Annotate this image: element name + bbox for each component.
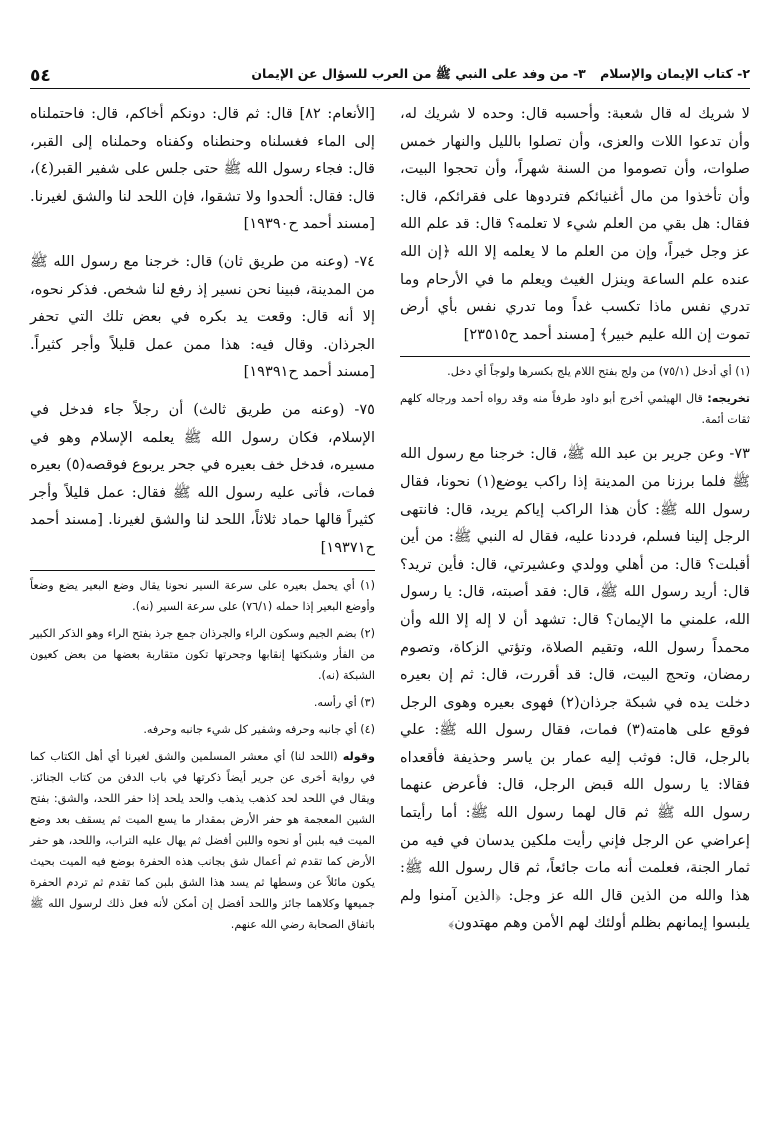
hadith-72-continuation: لا شريك له قال شعبة: وأحسبه قال: وحده لا شريك له، وأن تدعوا اللات والعزى، وأن تصلوا بالليل والنهار خمس صلوات، وأن تصوموا من السنة شهراً، وأن تحجوا البيت، وأن تأخذوا من مال أغنيائكم فتردوها على فقرائكم، قال: فقال: هل بقي من العلم شيء لا تعلمه؟ قال: قد علم الله عز وجل خيراً، وإن من العلم ما لا يعلمه إلا الله ﴿إن الله عنده علم الساعة وينزل الغيث ويعلم ما في الأرحام وما تدري نفس ماذا تكسب غداً وما تدري نفس بأي أرض تموت إن الله عليم خبير﴾ [مسند أحمد ح٢٣٥١٥] (400, 105, 750, 343)
running-titles (241, 66, 750, 88)
footnote-1-left: (١) أي يحمل بعيره على سرعة السير نحونا يقال وضع البعير يضع وضعاً وأوضع البعير إذا حمله (٧٦/١) على سرعة السير (نه). (30, 578, 375, 613)
commentary-text: (اللحد لنا) أي معشر المسلمين والشق لغيرنا أي أهل الكتاب كما في رواية أخرى عن جرير أيضاً ذكرتها في باب الدفن من كتاب الجنائز. ويقال في اللحد لحد كذهب يذهب والحد يلحد إذا حفر اللحد، والشق: بفتح الشين المعجمة هو حفر الأرض بمقدار ما يسع الميت ثم يسقف بعد وضع الميت فيه بلبن أو نحوه واللبن أفضل ثم يهال عليه التراب، واللحد، هو حفر الأرض كما تقدم ثم أعمال شق بجانب هذه الحفرة بوضع فيه الميت بحيث يكون مائلاً عن وسطها ثم يسد هذا الشق بلبن كما تقدم ثم تردم الحفرة جميعها وكلاهما جائز واللحد أفضل إن أمكن لأنه فعل ذلك لرسول الله ﷺ باتفاق الصحابة رضي الله عنهم. (30, 749, 375, 931)
footnote-1-right: (١) أي أدخل (٧٥/١) من ولج بفتح اللام يلج بكسرها ولوجاً أي دخل. (447, 365, 750, 379)
takhrij-text: قال الهيثمي أخرج أبو داود طرفاً منه وقد رواه أحمد ورجاله كلهم ثقات أئمة. (400, 392, 750, 427)
right-column (400, 100, 750, 947)
commentary (30, 746, 375, 935)
page-number: ٥٤ (30, 66, 51, 86)
footnote-4-left: (٤) أي جانبه وحرفه وشفير كل شيء جانبه وحرفه. (143, 722, 375, 736)
left-column (30, 100, 375, 945)
hadith-74: ٧٤- (وعنه من طريق ثان) قال: خرجنا مع رسول الله ﷺ من المدينة، فبينا نحن نسير إذ رفع لنا شخص. فذكر نحوه، إلا أنه قال: وقعت يد بكره في بعض تلك التي تحفر الجرذان. وقال فيه: هذا ممن عمل قليلاً وأجر كثيراً. [مسند أحمد ح١٩٣٩١] (30, 252, 375, 381)
chapter-title: ٣- من وفد على النبي ﷺ من العرب للسؤال عن الإيمان (251, 66, 586, 81)
hadith-73-continuation: [الأنعام: ٨٢] قال: ثم قال: دونكم أخاكم، قال: فاحتملناه إلى الماء فغسلناه وحنطناه وكفناه وحملناه إلى القبر، قال: فجاء رسول الله ﷺ حتى جلس على شفير القبر(٤)، قال: فقال: ألحدوا ولا تشقوا، فإن اللحد لنا والشق لغيرنا. [مسند أحمد ح١٩٣٩٠] (30, 105, 376, 233)
footnotes-right (400, 356, 750, 430)
takhrij-label: تخريجه: (707, 392, 750, 406)
takhrij-note (400, 388, 750, 430)
hadith-73: ٧٣- وعن جرير بن عبد الله ﷺ، قال: خرجنا مع رسول الله ﷺ فلما برزنا من المدينة إذا راكب يوضع(١) نحونا، فقال رسول الله ﷺ: كأن هذا الراكب إياكم يريد، قال: فانتهى الرجل إلينا فسلم، فرددنا عليه، فقال له النبي ﷺ: من أين أقبلت؟ قال: من أهلي وولدي وعشيرتي، قال: فأين تريد؟ قال: أريد رسول الله ﷺ، قال: فقد أصبته، قال: يا رسول الله، علمني ما الإيمان؟ قال: تشهد أن لا إله إلا الله وأن محمداً رسول الله، وتقيم الصلاة، وتؤتي الزكاة، وتصوم رمضان، وتحج البيت، قال: قد أقررت، قال: ثم إن بعيره دخلت يده في شبكة جرذان(٢) فهوى بعيره وهوى الرجل فوقع على هامته(٣) فمات، فقال رسول الله ﷺ: علي بالرجل، قال: فوثب إليه عمار بن ياسر وحذيفة فأقعداه فقالا: يا رسول الله قبض الرجل، قال: فأعرض عنهما رسول الله ﷺ ثم قال لهما رسول الله ﷺ: أما رأيتما إعراضي عن الرجل فإني رأيت ملكين يدسان في فيه من ثمار الجنة، فعلمت أنه مات جائعاً، ثم قال رسول الله ﷺ: هذا والله من الذين قال الله عز وجل: ﴿الذين آمنوا ولم يلبسوا إيمانهم بظلم أولئك لهم الأمن وهم مهتدون﴾ (400, 445, 750, 932)
commentary-label: وقوله (342, 749, 375, 763)
book-title: ٢- كتاب الإيمان والإسلام (600, 66, 750, 81)
page-header (30, 62, 750, 89)
footnote-3-left: (٣) أي رأسه. (313, 695, 375, 709)
footnote-2-left: (٢) بضم الجيم وسكون الراء والجرذان جمع جرذ بفتح الراء وهو الذكر الكبير من الفأر وشبكتها إنقابها وجحرتها تكون متقاربة بعضها من بعض كعيون الشبكة (نه). (30, 626, 375, 682)
hadith-75: ٧٥- (وعنه من طريق ثالث) أن رجلاً جاء فدخل في الإسلام، فكان رسول الله ﷺ يعلمه الإسلام وهو في مسيره، فدخل خف بعيره في جحر يربوع فوقصه(٥) بعيره فمات، فأتى عليه رسول الله ﷺ فقال: عمل قليلاً وأجر كثيراً قالها حماد ثلاثاً، اللحد لنا والشق لغيرنا. [مسند أحمد ح١٩٣٧١] (30, 400, 375, 556)
footnotes-left (30, 570, 375, 935)
